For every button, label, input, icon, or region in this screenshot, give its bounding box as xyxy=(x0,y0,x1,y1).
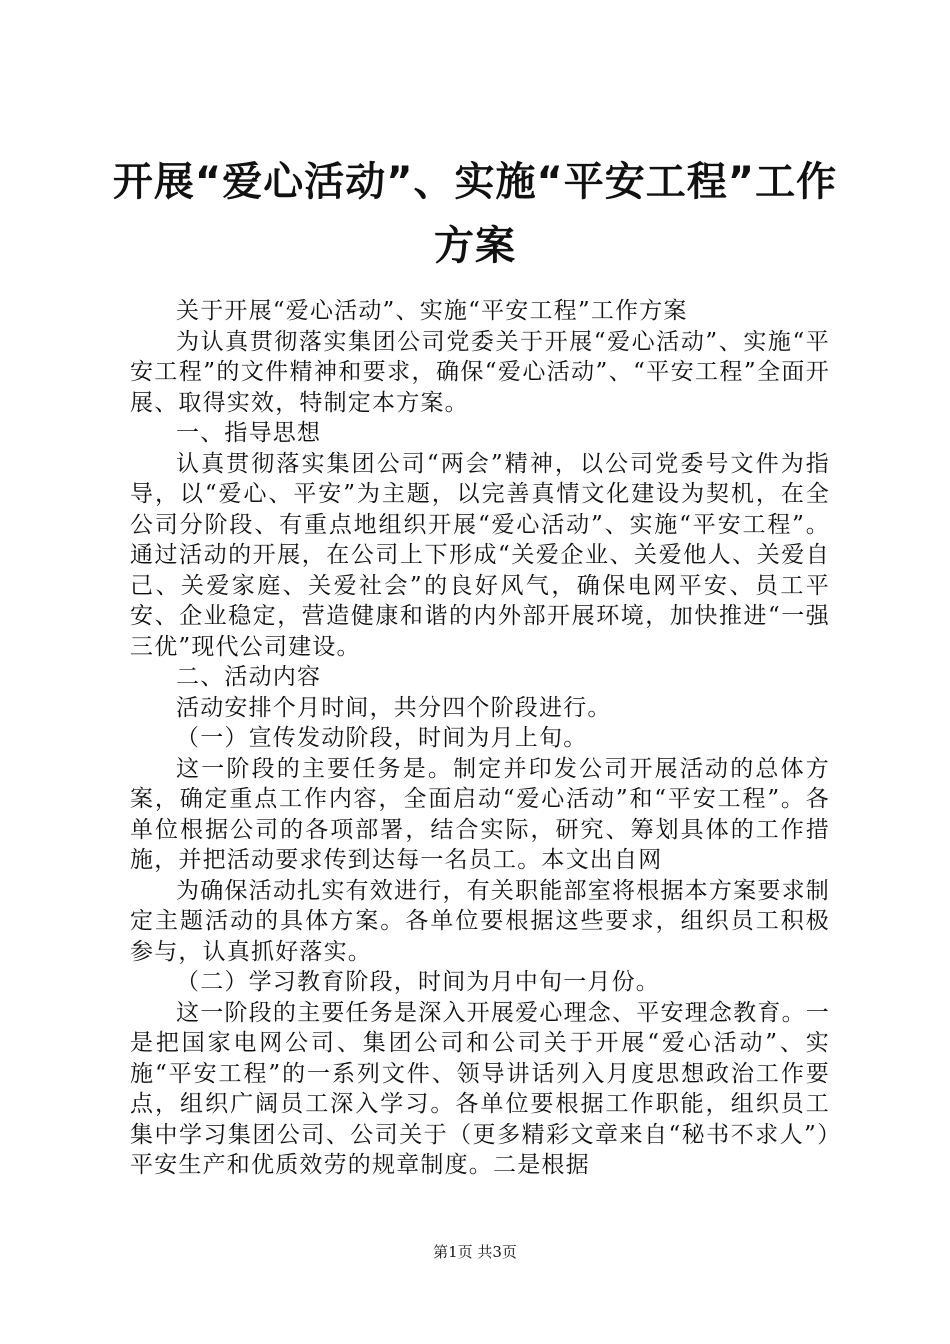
paragraph-publicity-tasks: 这一阶段的主要任务是。制定并印发公司开展活动的总体方案，确定重点工作内容，全面启动“爱心活动”和“平安工程”。各单位根据公司的各项部署，结合实际，研究、筹划具体的工作措施，并把活动要求传到达每一名员工。本文出自网 xyxy=(130,755,830,873)
paragraph-schedule: 活动安排个月时间，共分四个阶段进行。 xyxy=(176,694,612,721)
subsection-heading-study: （二）学习教育阶段，时间为月中旬一月份。 xyxy=(176,969,660,995)
document-title: 开展“爱心活动”、实施“平安工程”工作方案 xyxy=(112,159,838,269)
subsection-heading-publicity: （一）宣传发动阶段，时间为月上旬。 xyxy=(176,725,588,751)
document-body xyxy=(130,296,830,1181)
paragraph-subtitle: 关于开展“爱心活动”、实施“平安工程”工作方案 xyxy=(176,298,688,324)
section-heading-activity-content: 二、活动内容 xyxy=(176,664,322,690)
paragraph-intro: 为认真贯彻落实集团公司党委关于开展“爱心活动”、实施“平安工程”的文件精神和要求，确保“爱心活动”、“平安工程”全面开展、取得实效，特制定本方案。 xyxy=(130,328,830,416)
paragraph-study-tasks: 这一阶段的主要任务是深入开展爱心理念、平安理念教育。一是把国家电网公司、集团公司和公司关于开展“爱心活动”、实施“平安工程”的一系列文件、领导讲话列入月度思想政治工作要点，组织广阔员工深入学习。各单位要根据工作职能，组织员工集中学习集团公司、公司关于（更多精彩文章来自“秘书不求人”）平安生产和优质效劳的规章制度。二是根据 xyxy=(130,999,830,1178)
paragraph-guiding-ideology: 认真贯彻落实集团公司“两会”精神，以公司党委号文件为指导，以“爱心、平安”为主题，以完善真情文化建设为契机，在全公司分阶段、有重点地组织开展“爱心活动”、实施“平安工程”。通过活动的开展，在公司上下形成“关爱企业、关爱他人、关爱自己、关爱家庭、关爱社会”的良好风气，确保电网平安、员工平安、企业稳定，营造健康和谐的内外部开展环境，加快推进“一强三优”现代公司建设。 xyxy=(130,450,830,660)
page-footer: 第1页 共3页 xyxy=(433,1243,517,1261)
section-heading-guiding-ideology: 一、指导思想 xyxy=(176,420,322,446)
paragraph-implementation: 为确保活动扎实有效进行，有关职能部室将根据本方案要求制定主题活动的具体方案。各单位要根据这些要求，组织员工积极参与，认真抓好落实。 xyxy=(130,877,830,965)
